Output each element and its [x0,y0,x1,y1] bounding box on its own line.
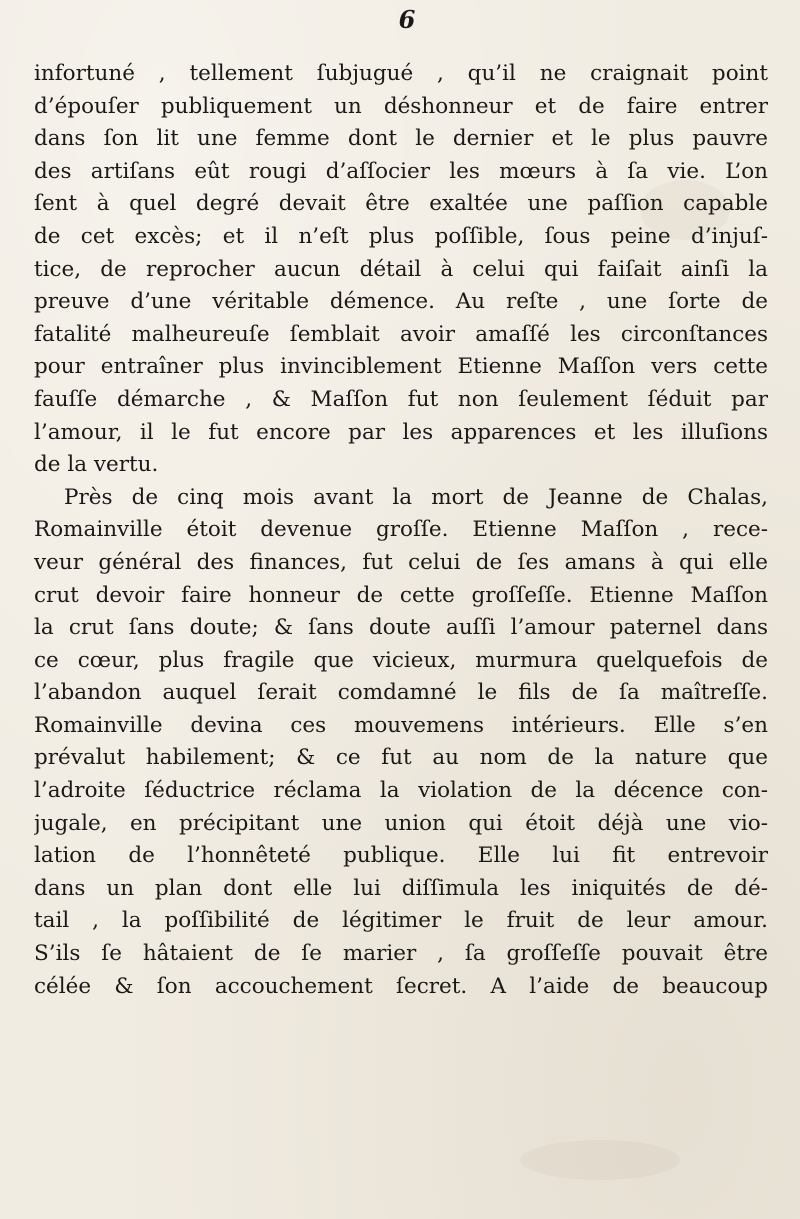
text-line: l’abandon auquel ſerait comdamné le fils de ſa maîtreſſe. [34,680,768,706]
text-line: d’épouſer publiquement un déshonneur et de faire entrer [34,93,768,119]
text-line: tail , la poſſibilité de légitimer le fruit de leur amour. [34,908,768,934]
paper-stain [520,1140,680,1180]
text-line: ſent à quel degré devait être exaltée une paſſion capable [34,191,768,217]
text-line: fatalité malheureuſe ſemblait avoir amaſſé les circonſtances [34,321,768,347]
paragraph [34,58,768,482]
text-line: tice, de reprocher aucun détail à celui qui faiſait ainſi la [34,256,768,282]
text-line: célée & ſon accouchement ſecret. A l’aide de beaucoup [34,973,768,999]
text-line: de cet excès; et il n’eſt plus poſſible, ſous peine d’injuſ- [34,223,768,249]
text-line: dans ſon lit une femme dont le dernier et le plus pauvre [34,126,768,152]
page-number: 6 [398,5,416,34]
text-line: pour entraîner plus invinciblement Etienne Maſſon vers cette [34,354,768,380]
text-line: Romainville étoit devenue groſſe. Etienne Maſſon , rece- [34,517,768,543]
text-line: S’ils ſe hâtaient de ſe marier , ſa groſſeſſe pouvait être [34,941,768,967]
text-line: crut devoir faire honneur de cette groſſeſſe. Etienne Maſſon [34,582,768,608]
text-line: dans un plan dont elle lui diſſimula les iniquités de dé- [34,875,768,901]
paragraph [34,482,768,1004]
text-line: l’amour, il le fut encore par les apparences et les illuſions [34,419,768,445]
text-line: des artiſans eût rougi d’aſſocier les mœurs à ſa vie. L’on [34,158,768,184]
text-line: l’adroite ſéductrice réclama la violation de la décence con- [34,778,768,804]
body-text [34,58,768,1003]
text-line: ce cœur, plus fragile que vicieux, murmura quelquefois de [34,647,768,673]
text-line: jugale, en précipitant une union qui étoit déjà une vio- [34,810,768,836]
text-line: la crut ſans doute; & ſans doute auſſi l’amour paternel dans [34,615,768,641]
text-line: infortuné , tellement ſubjugué , qu’il ne craignait point [34,61,768,86]
text-line: veur général des finances, fut celui de ſes amans à qui elle [34,549,768,575]
text-line: Près de cinq mois avant la mort de Jeanne de Chalas, [64,484,768,510]
text-line: Romainville devina ces mouvemens intérieurs. Elle s’en [34,712,768,738]
text-line: de la vertu. [34,452,159,478]
text-line: prévalut habilement; & ce fut au nom de la nature que [34,745,768,771]
text-line: lation de l’honnêteté publique. Elle lui fit entrevoir [34,843,768,869]
text-line: preuve d’une véritable démence. Au reſte , une ſorte de [34,289,768,315]
text-line: fauſſe démarche , & Maſſon fut non ſeulement ſéduit par [34,386,768,412]
